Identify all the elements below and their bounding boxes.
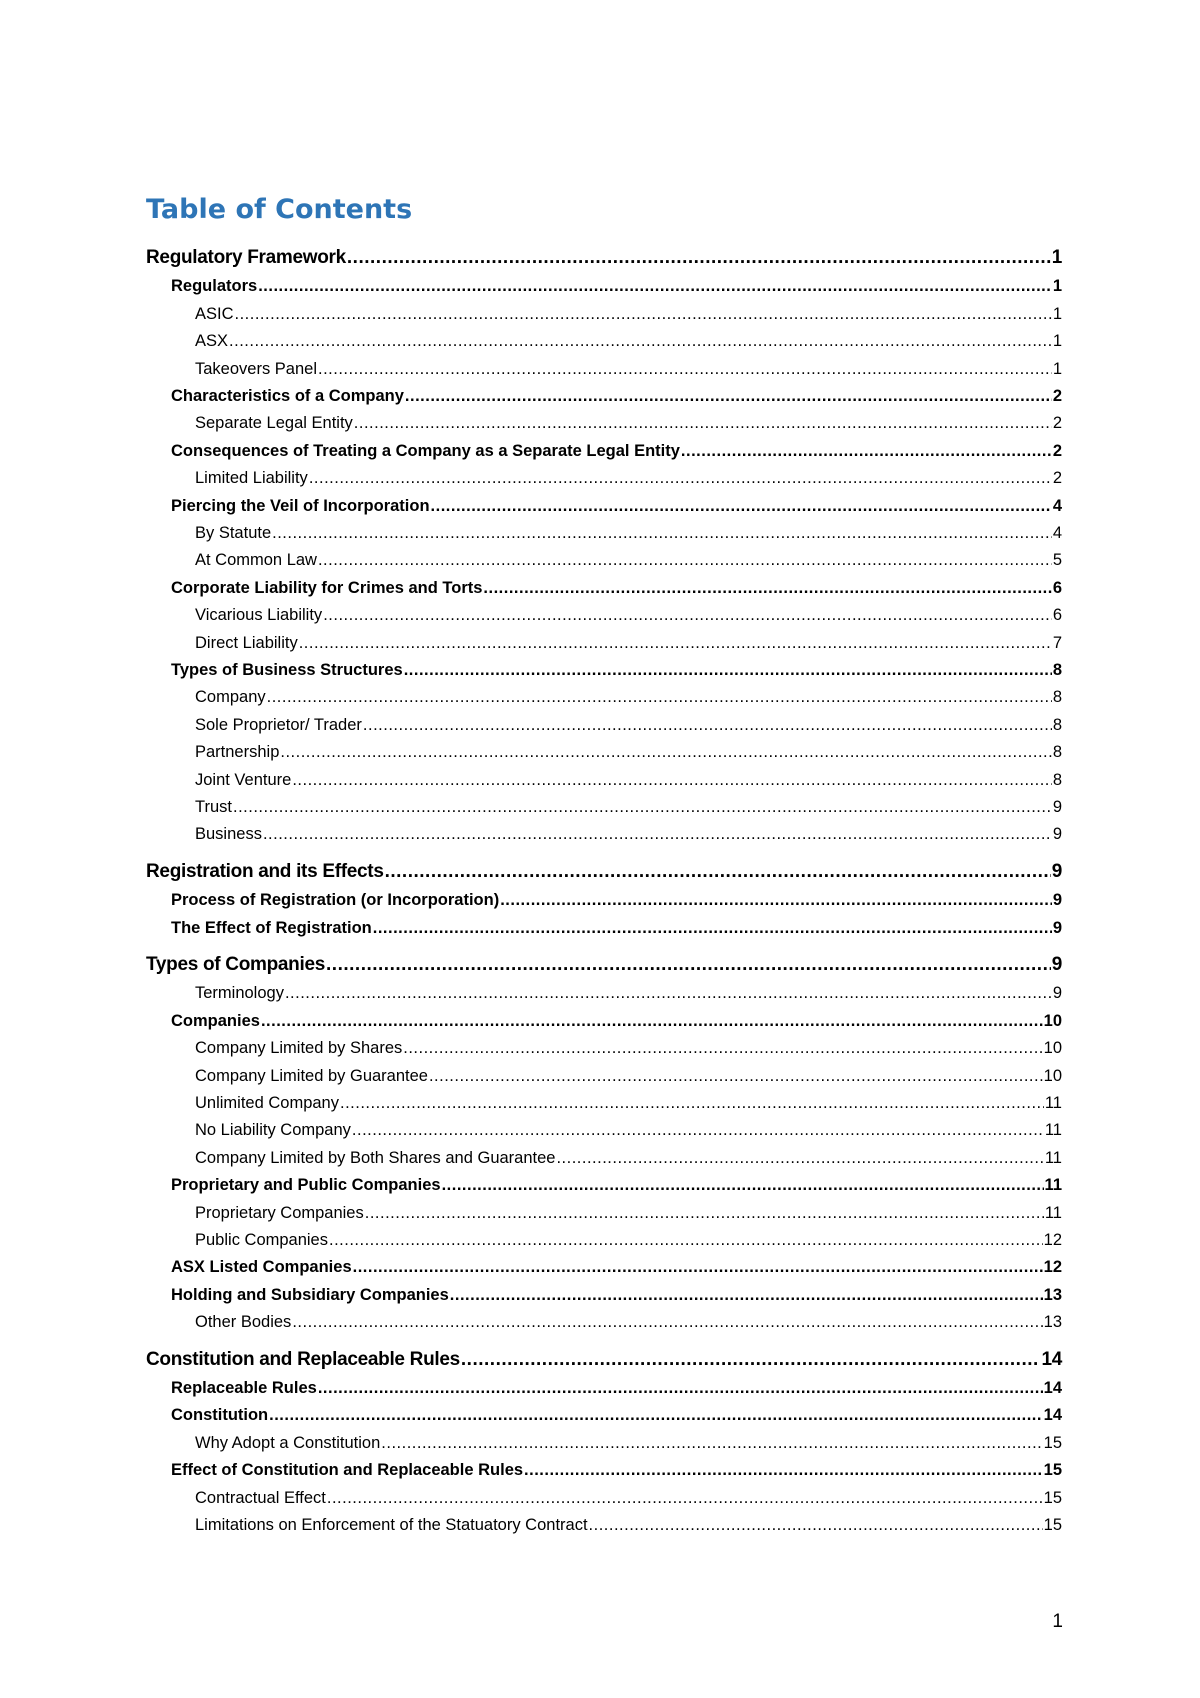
- toc-entry[interactable]: [195, 793, 1062, 817]
- toc-entry[interactable]: [195, 1226, 1062, 1250]
- toc-entry[interactable]: [195, 1308, 1062, 1332]
- toc-entry[interactable]: [195, 979, 1062, 1003]
- toc-entry-page: 2: [1052, 387, 1062, 405]
- dot-leader: [263, 825, 1052, 844]
- toc-entry-label: Contractual Effect: [195, 1489, 326, 1507]
- dot-leader: [299, 634, 1052, 653]
- toc-entry-page: 9: [1052, 798, 1062, 816]
- toc-entry-label: Regulators: [171, 277, 258, 295]
- dot-leader: [483, 579, 1051, 598]
- toc-entry-page: 9: [1052, 891, 1062, 909]
- dot-leader: [235, 305, 1052, 324]
- toc-entry[interactable]: [146, 859, 1062, 883]
- toc-entry-page: 1: [1052, 360, 1062, 378]
- toc-entry[interactable]: [195, 766, 1062, 790]
- toc-entry-label: Replaceable Rules: [171, 1379, 317, 1397]
- toc-entry-label: No Liability Company: [195, 1121, 351, 1139]
- dot-leader: [381, 1434, 1042, 1453]
- toc-entry-page: 7: [1052, 634, 1062, 652]
- toc-entry[interactable]: [171, 382, 1062, 406]
- toc-entry-label: Types of Business Structures: [171, 661, 403, 679]
- dot-leader: [258, 277, 1052, 296]
- toc-entry[interactable]: [195, 1429, 1062, 1453]
- page-title: Table of Contents: [146, 194, 413, 225]
- dot-leader: [292, 1313, 1042, 1332]
- toc-entry-page: 8: [1052, 688, 1062, 706]
- dot-leader: [285, 984, 1052, 1003]
- toc-entry-label: Types of Companies: [146, 954, 326, 975]
- dot-leader: [280, 743, 1051, 762]
- toc-entry-label: Trust: [195, 798, 232, 816]
- dot-leader: [442, 1176, 1044, 1195]
- dot-leader: [363, 716, 1052, 735]
- toc-entry-label: Consequences of Treating a Company as a Separate Legal Entity: [171, 442, 680, 460]
- toc-entry-label: Characteristics of a Company: [171, 387, 404, 405]
- toc-entry-label: Sole Proprietor/ Trader: [195, 716, 362, 734]
- dot-leader: [327, 1489, 1043, 1508]
- dot-leader: [292, 771, 1051, 790]
- toc-entry-page: 2: [1052, 442, 1062, 460]
- toc-entry-page: 11: [1044, 1204, 1062, 1222]
- toc-entry[interactable]: [171, 914, 1062, 938]
- dot-leader: [385, 861, 1051, 883]
- toc-entry[interactable]: [195, 409, 1062, 433]
- toc-entry-page: 15: [1043, 1516, 1062, 1534]
- toc-entry-page: 14: [1043, 1379, 1062, 1397]
- toc-entry-page: 4: [1052, 497, 1062, 515]
- toc-entry-label: Unlimited Company: [195, 1094, 339, 1112]
- dot-leader: [429, 1067, 1043, 1086]
- toc-entry-page: 12: [1043, 1231, 1062, 1249]
- toc-entry[interactable]: [171, 574, 1062, 598]
- toc-entry[interactable]: [171, 1007, 1062, 1031]
- toc-entry-page: 1: [1052, 305, 1062, 323]
- toc-entry[interactable]: [195, 546, 1062, 570]
- toc-entry-page: 12: [1043, 1258, 1062, 1276]
- toc-entry-page: 1: [1051, 247, 1062, 268]
- toc-entry-label: Holding and Subsidiary Companies: [171, 1286, 449, 1304]
- dot-leader: [318, 1379, 1043, 1398]
- toc-entry-page: 14: [1041, 1349, 1062, 1370]
- toc-entry-label: Company Limited by Guarantee: [195, 1067, 428, 1085]
- toc-entry-label: Limited Liability: [195, 469, 308, 487]
- toc-entry[interactable]: [146, 245, 1062, 269]
- toc-entry-page: 13: [1043, 1313, 1062, 1331]
- dot-leader: [347, 247, 1051, 269]
- toc-entry-label: Terminology: [195, 984, 284, 1002]
- dot-leader: [309, 469, 1052, 488]
- toc-entry-page: 14: [1043, 1406, 1062, 1424]
- toc-entry-label: Constitution and Replaceable Rules: [146, 1349, 460, 1370]
- toc-entry[interactable]: [171, 437, 1062, 461]
- toc-entry[interactable]: [195, 738, 1062, 762]
- toc-entry-label: ASIC: [195, 305, 234, 323]
- dot-leader: [524, 1461, 1043, 1480]
- toc-entry-page: 9: [1052, 984, 1062, 1002]
- toc-entry-label: Joint Venture: [195, 771, 292, 789]
- dot-leader: [352, 1121, 1044, 1140]
- toc-entry-page: 9: [1052, 825, 1062, 843]
- toc-entry[interactable]: [195, 519, 1062, 543]
- toc-entry-label: Direct Liability: [195, 634, 298, 652]
- toc-entry[interactable]: [195, 601, 1062, 625]
- toc-entry[interactable]: [171, 1253, 1062, 1277]
- toc-entry[interactable]: [195, 355, 1062, 379]
- toc-entry[interactable]: [171, 272, 1062, 296]
- toc-entry-label: Companies: [171, 1012, 260, 1030]
- toc-entry[interactable]: [171, 1401, 1062, 1425]
- toc-entry-page: 9: [1052, 919, 1062, 937]
- toc-entry-page: 15: [1043, 1461, 1062, 1479]
- dot-leader: [353, 1258, 1043, 1277]
- toc-entry-label: Company Limited by Both Shares and Guarantee: [195, 1149, 556, 1167]
- toc-entry-label: Regulatory Framework: [146, 247, 346, 268]
- dot-leader: [373, 919, 1052, 938]
- toc-entry[interactable]: [195, 1062, 1062, 1086]
- toc-entry-label: Corporate Liability for Crimes and Torts: [171, 579, 483, 597]
- toc-entry-label: The Effect of Registration: [171, 919, 372, 937]
- dot-leader: [267, 688, 1052, 707]
- toc-entry-label: At Common Law: [195, 551, 317, 569]
- toc-entry-page: 15: [1043, 1489, 1062, 1507]
- dot-leader: [431, 497, 1052, 516]
- toc-entry-label: Piercing the Veil of Incorporation: [171, 497, 430, 515]
- toc-entry-label: Company Limited by Shares: [195, 1039, 403, 1057]
- toc-entry-page: 6: [1052, 579, 1062, 597]
- toc-entry-page: 9: [1051, 954, 1062, 975]
- toc-entry-label: Vicarious Liability: [195, 606, 323, 624]
- toc-entry-page: 8: [1052, 661, 1062, 679]
- toc-entry-page: 8: [1052, 771, 1062, 789]
- dot-leader: [461, 1349, 1041, 1371]
- dot-leader: [329, 1231, 1043, 1250]
- toc-entry-label: Separate Legal Entity: [195, 414, 353, 432]
- toc-entry-page: 8: [1052, 716, 1062, 734]
- toc-entry-page: 1: [1052, 277, 1062, 295]
- toc-entry[interactable]: [195, 1199, 1062, 1223]
- page-number: 1: [1052, 1611, 1063, 1632]
- dot-leader: [229, 332, 1052, 351]
- toc-entry[interactable]: [171, 1281, 1062, 1305]
- toc-entry-label: Other Bodies: [195, 1313, 292, 1331]
- dot-leader: [318, 360, 1052, 379]
- toc-entry-page: 2: [1052, 414, 1062, 432]
- toc-entry-label: Process of Registration (or Incorporation): [171, 891, 500, 909]
- dot-leader: [365, 1204, 1044, 1223]
- toc-entry[interactable]: [195, 1089, 1062, 1113]
- toc-entry-label: Takeovers Panel: [195, 360, 317, 378]
- dot-leader: [261, 1012, 1043, 1031]
- toc-entry-page: 10: [1043, 1039, 1062, 1057]
- toc-entry-page: 8: [1052, 743, 1062, 761]
- toc-entry-page: 1: [1052, 332, 1062, 350]
- toc-entry-label: Why Adopt a Constitution: [195, 1434, 381, 1452]
- toc-entry-page: 11: [1044, 1094, 1062, 1112]
- toc-entry[interactable]: [146, 1347, 1062, 1371]
- toc-entry-page: 5: [1052, 551, 1062, 569]
- toc-entry-label: ASX Listed Companies: [171, 1258, 352, 1276]
- toc-entry-page: 4: [1052, 524, 1062, 542]
- toc-entry[interactable]: [195, 1484, 1062, 1508]
- toc-entry-label: Constitution: [171, 1406, 269, 1424]
- dot-leader: [340, 1094, 1044, 1113]
- toc-entry-page: 9: [1051, 861, 1062, 882]
- toc-entry[interactable]: [146, 952, 1062, 976]
- dot-leader: [681, 442, 1052, 461]
- toc-entry[interactable]: [195, 1116, 1062, 1140]
- toc-entry[interactable]: [171, 1374, 1062, 1398]
- toc-entry-page: 10: [1043, 1012, 1062, 1030]
- toc-entry[interactable]: [171, 656, 1062, 680]
- toc-entry[interactable]: [171, 1456, 1062, 1480]
- toc-entry-page: 15: [1043, 1434, 1062, 1452]
- toc-entry-page: 11: [1044, 1176, 1062, 1194]
- toc-entry[interactable]: [195, 1034, 1062, 1058]
- toc-entry[interactable]: [195, 327, 1062, 351]
- toc-entry-label: Registration and its Effects: [146, 861, 384, 882]
- toc-entry-page: 11: [1044, 1149, 1062, 1167]
- toc-entry[interactable]: [171, 1171, 1062, 1195]
- dot-leader: [269, 1406, 1043, 1425]
- toc-entry-label: Business: [195, 825, 262, 843]
- dot-leader: [404, 661, 1052, 680]
- toc-entry[interactable]: [195, 300, 1062, 324]
- toc-entry[interactable]: [195, 820, 1062, 844]
- toc-entry[interactable]: [195, 464, 1062, 488]
- dot-leader: [354, 414, 1052, 433]
- toc-entry[interactable]: [195, 711, 1062, 735]
- toc-entry[interactable]: [195, 629, 1062, 653]
- dot-leader: [318, 551, 1052, 570]
- dot-leader: [272, 524, 1052, 543]
- dot-leader: [500, 891, 1052, 910]
- dot-leader: [589, 1516, 1043, 1535]
- toc-entry[interactable]: [195, 1144, 1062, 1168]
- dot-leader: [326, 954, 1051, 976]
- toc-entry-label: Effect of Constitution and Replaceable Rules: [171, 1461, 524, 1479]
- toc-entry-label: ASX: [195, 332, 229, 350]
- toc-entry-page: 11: [1044, 1121, 1062, 1139]
- toc-entry-label: Proprietary and Public Companies: [171, 1176, 441, 1194]
- dot-leader: [405, 387, 1052, 406]
- toc-entry-page: 2: [1052, 469, 1062, 487]
- toc-entry-label: Proprietary Companies: [195, 1204, 364, 1222]
- dot-leader: [323, 606, 1052, 625]
- toc-entry-page: 6: [1052, 606, 1062, 624]
- toc-entry[interactable]: [195, 1511, 1062, 1535]
- toc-entry-page: 10: [1043, 1067, 1062, 1085]
- dot-leader: [450, 1286, 1043, 1305]
- toc-entry-label: Public Companies: [195, 1231, 328, 1249]
- toc-entry-label: Partnership: [195, 743, 280, 761]
- toc-entry[interactable]: [171, 886, 1062, 910]
- toc-entry-label: By Statute: [195, 524, 272, 542]
- dot-leader: [403, 1039, 1042, 1058]
- toc-entry[interactable]: [171, 492, 1062, 516]
- dot-leader: [556, 1149, 1043, 1168]
- toc-entry-page: 13: [1043, 1286, 1062, 1304]
- toc-entry-label: Limitations on Enforcement of the Statuatory Contract: [195, 1516, 588, 1534]
- toc-entry-label: Company: [195, 688, 266, 706]
- toc-entry[interactable]: [195, 683, 1062, 707]
- dot-leader: [233, 798, 1052, 817]
